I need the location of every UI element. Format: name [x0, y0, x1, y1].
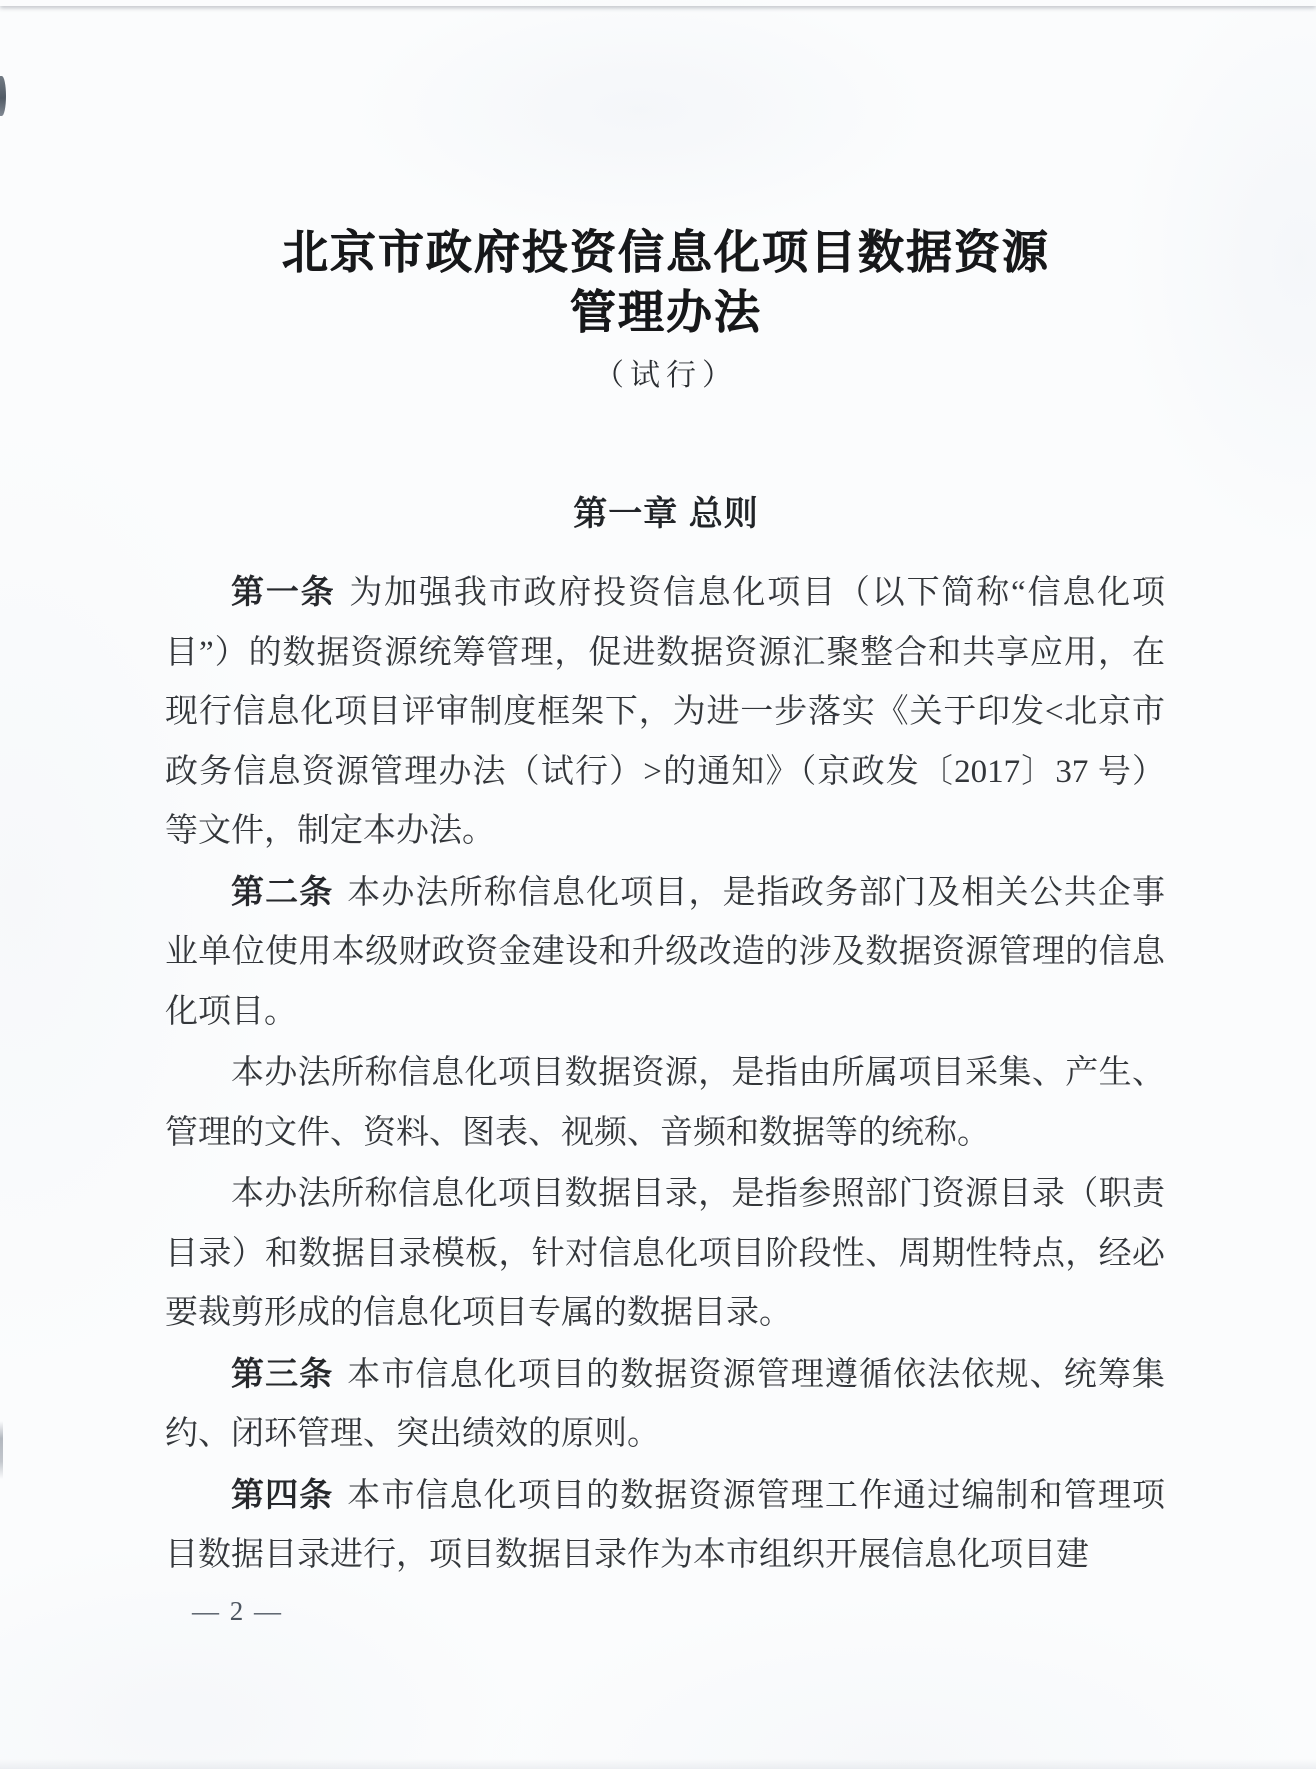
scan-edge-artifact-left — [0, 76, 6, 116]
paragraph-text: 本办法所称信息化项目数据资源，是指由所属项目采集、产生、管理的文件、资料、图表、视频、音频和数据等的统称。 — [165, 1055, 1165, 1151]
paragraph-definition-data-resource — [165, 1042, 1165, 1163]
page-number: — 2 — — [192, 1596, 283, 1626]
document-subtitle: （试行） — [594, 359, 738, 392]
article-number: 第三条 — [231, 1354, 334, 1392]
chapter-heading: 第一章 总则 — [573, 495, 759, 533]
paragraph-article-4 — [165, 1465, 1165, 1586]
paragraph-text: 本市信息化项目的数据资源管理遵循依法依规、统筹集约、闭环管理、突出绩效的原则。 — [165, 1356, 1166, 1452]
article-number: 第四条 — [231, 1475, 334, 1513]
paragraph-text: 本市信息化项目的数据资源管理工作通过编制和管理项目数据目录进行，项目数据目录作为本市组织开展信息化项目建 — [165, 1477, 1166, 1573]
paragraph-article-1 — [165, 562, 1165, 862]
article-number: 第一条 — [231, 573, 336, 610]
document-title-line1: 北京市政府投资信息化项目数据资源 — [282, 226, 1050, 278]
paragraph-definition-data-catalog — [165, 1163, 1165, 1344]
document-title-line2: 管理办法 — [570, 286, 762, 338]
article-number: 第二条 — [231, 872, 334, 910]
paragraph-article-3 — [165, 1344, 1165, 1465]
document-title — [16, 222, 1316, 342]
scan-edge-artifact-left-streak — [0, 1421, 3, 1479]
paragraph-article-2 — [165, 862, 1165, 1043]
scan-edge-artifact-top — [0, 0, 1316, 6]
document-body — [165, 562, 1165, 1586]
paragraph-text: 本办法所称信息化项目，是指政务部门及相关公共企事业单位使用本级财政资金建设和升级改造的涉及数据资源管理的信息化项目。 — [165, 874, 1166, 1030]
paragraph-text: 本办法所称信息化项目数据目录，是指参照部门资源目录（职责目录）和数据目录模板，针对信息化项目阶段性、周期性特点，经必要裁剪形成的信息化项目专属的数据目录。 — [165, 1176, 1165, 1331]
paragraph-text: 为加强我市政府投资信息化项目（以下简称“信息化项目”）的数据资源统筹管理，促进数据资源汇聚整合和共享应用，在现行信息化项目评审制度框架下，为进一步落实《关于印发<北京市政务信息资源管理办法（试行）>的通知》（京政发〔2017〕37 号）等文件，制定本办法。 — [165, 575, 1165, 849]
scan-edge-artifact-bottom — [0, 1759, 1316, 1769]
